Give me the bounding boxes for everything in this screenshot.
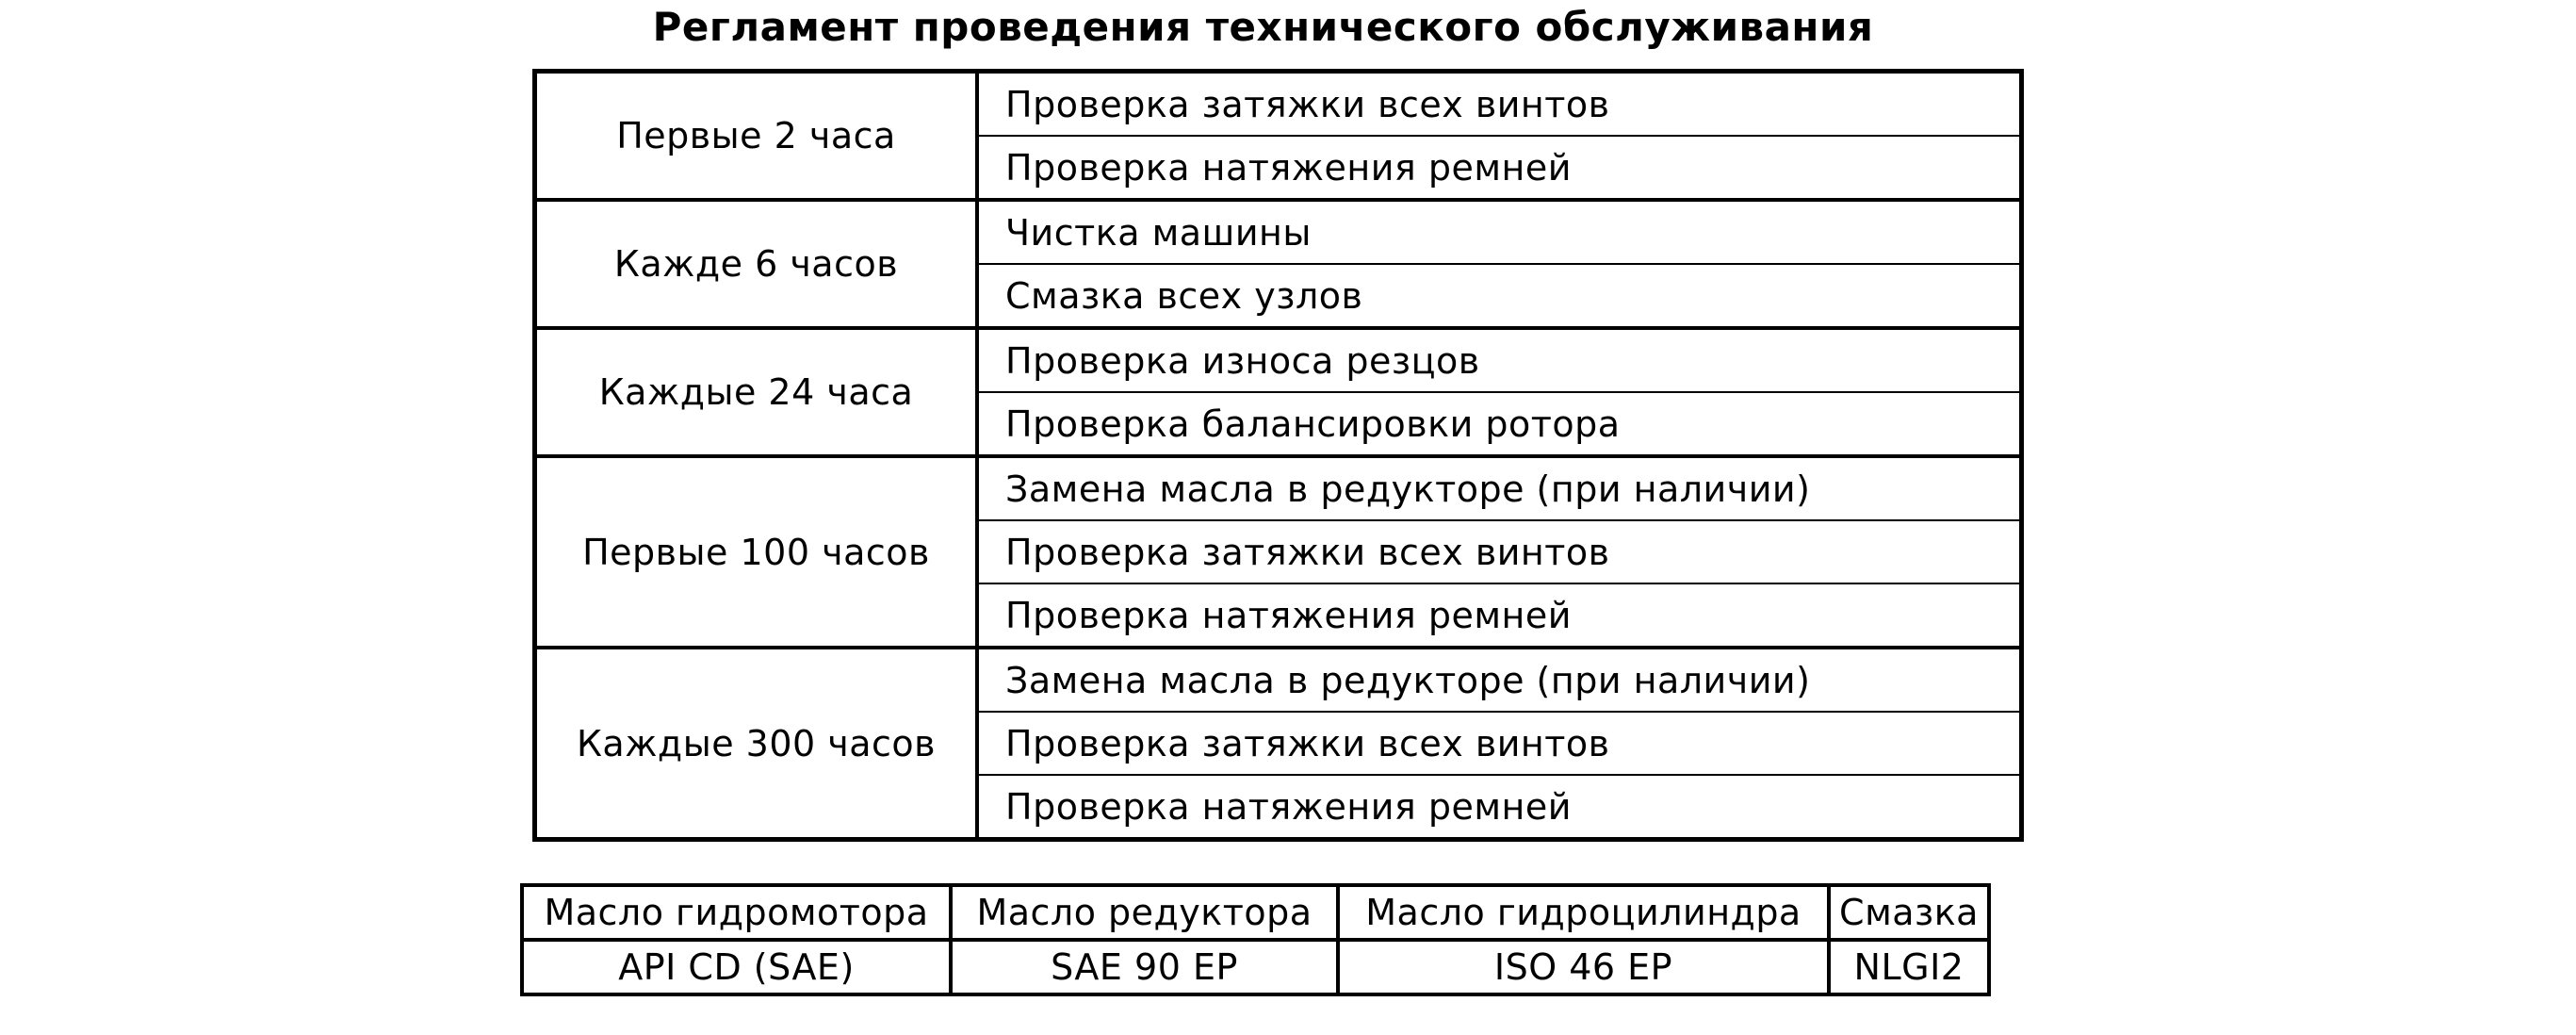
- table-row: [535, 456, 2022, 520]
- table-row: [522, 940, 1989, 994]
- lubricant-value-cell: SAE 90 EP: [951, 940, 1338, 994]
- task-cell: Смазка всех узлов: [977, 264, 2022, 328]
- lubricants-table: [520, 883, 1991, 996]
- lubricant-value-cell: API CD (SAE): [522, 940, 951, 994]
- lubricant-header-cell: Смазка: [1829, 885, 1989, 940]
- task-cell: Проверка балансировки ротора: [977, 392, 2022, 456]
- interval-cell: Кажде 6 часов: [535, 200, 978, 328]
- lubricant-header-cell: Масло гидроцилиндра: [1338, 885, 1829, 940]
- interval-cell: Первые 100 часов: [535, 456, 978, 648]
- interval-cell: Первые 2 часа: [535, 72, 978, 201]
- page-title: Регламент проведения технического обслуживания: [652, 4, 1874, 50]
- lubricant-value-cell: ISO 46 EP: [1338, 940, 1829, 994]
- interval-cell: Каждые 24 часа: [535, 328, 978, 456]
- maintenance-table: [532, 69, 2024, 842]
- task-cell: Проверка затяжки всех винтов: [977, 72, 2022, 137]
- lubricant-value-cell: NLGI2: [1829, 940, 1989, 994]
- task-cell: Чистка машины: [977, 200, 2022, 264]
- task-cell: Замена масла в редукторе (при наличии): [977, 456, 2022, 520]
- table-row: [535, 648, 2022, 712]
- task-cell: Проверка износа резцов: [977, 328, 2022, 392]
- task-cell: Проверка затяжки всех винтов: [977, 520, 2022, 583]
- task-cell: Проверка натяжения ремней: [977, 136, 2022, 200]
- task-cell: Замена масла в редукторе (при наличии): [977, 648, 2022, 712]
- task-cell: Проверка затяжки всех винтов: [977, 712, 2022, 775]
- table-row: [535, 72, 2022, 137]
- table-row: [535, 328, 2022, 392]
- table-row: [522, 885, 1989, 940]
- interval-cell: Каждые 300 часов: [535, 648, 978, 840]
- task-cell: Проверка натяжения ремней: [977, 775, 2022, 840]
- lubricant-header-cell: Масло редуктора: [951, 885, 1338, 940]
- table-row: [535, 200, 2022, 264]
- task-cell: Проверка натяжения ремней: [977, 583, 2022, 648]
- lubricant-header-cell: Масло гидромотора: [522, 885, 951, 940]
